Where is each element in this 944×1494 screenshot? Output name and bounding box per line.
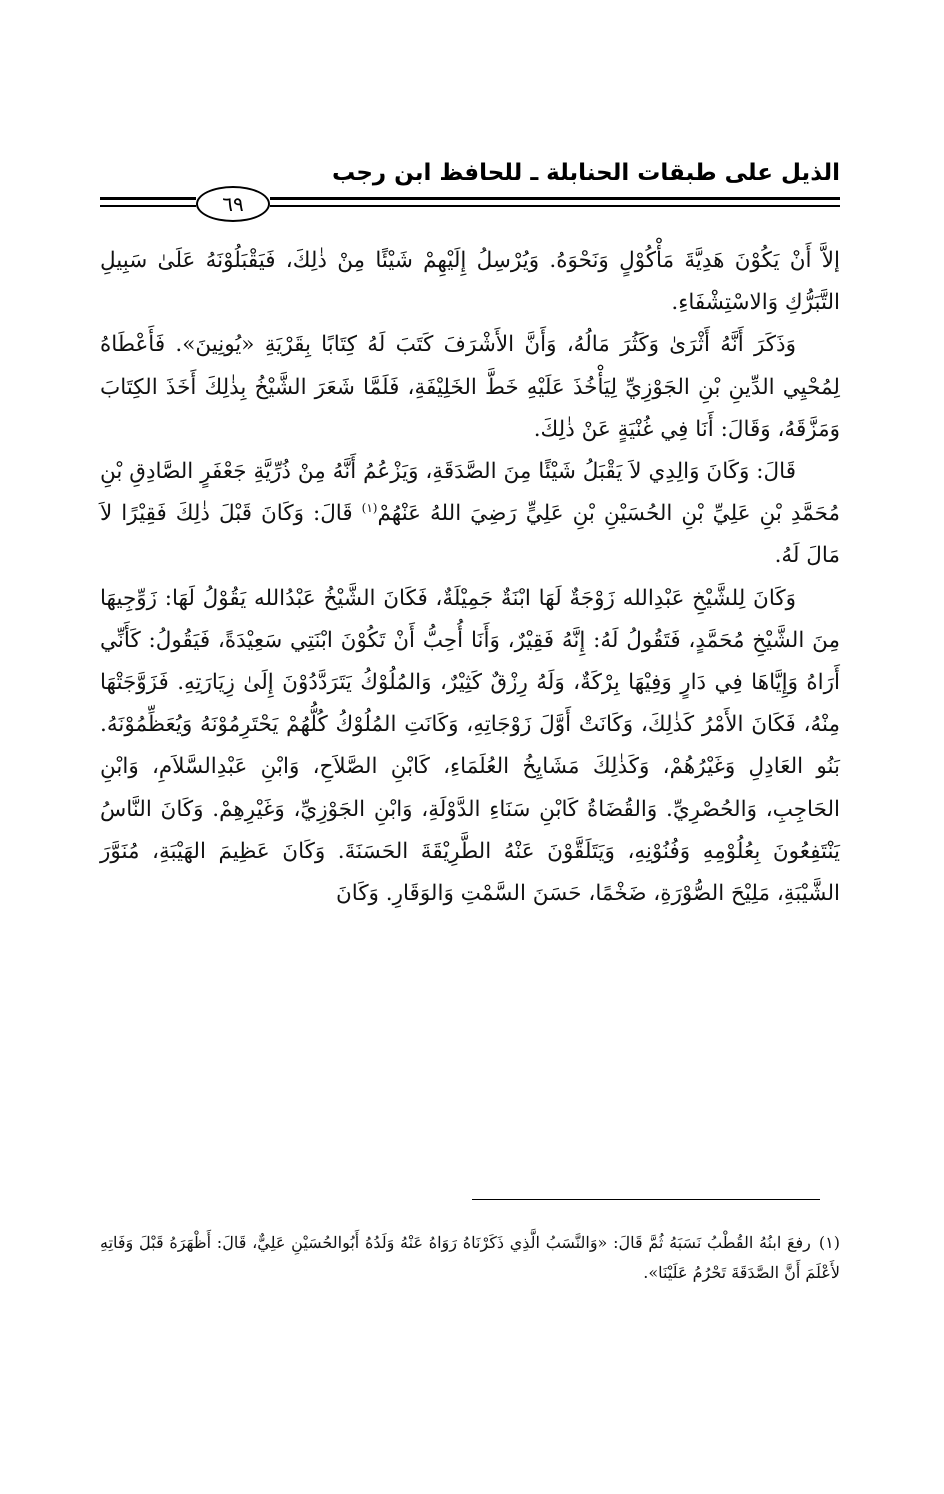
paragraph-text-continued: قَالَ: وَكَانَ قَبْلَ ذٰلِكَ فَقِيْرًا لاَ مَالَ لَهُ. <box>100 501 840 569</box>
footnote <box>100 1228 840 1288</box>
page-number: ٦٩ <box>196 186 270 222</box>
paragraph: وَكَانَ لِلشَّيْخِ عَبْدِالله زَوْجَةٌ لَهَا ابْنَةٌ جَمِيْلَةٌ، فَكَانَ الشَّيْخُ عَبْدُالله يَقُوْلُ لَهَا: زَوِّجِيهَا مِنَ الشَّيْخِ مُحَمَّدٍ، فَتَقُولُ لَهُ: إِنَّهُ فَقِيْرٌ، وَأَنَا أُحِبُّ أَنْ تَكُوْنَ ابْنَتِي سَعِيْدَةً، فَيَقُولُ: كَأَنِّي أَرَاهُ وَإِيَّاهَا فِي دَارٍ وَفِيْهَا بِرْكَةٌ، وَلَهُ رِزْقٌ كَثِيْرٌ، وَالمُلُوْكُ يَتَرَدَّدُوْنَ إِلَىٰ زِيَارَتِهِ. فَزَوَّجَتْهَا مِنْهُ، فَكَانَ الأَمْرُ كَذٰلِكَ، وَكَانَتْ أَوَّلَ زَوْجَاتِهِ، وَكَانَتِ المُلُوْكُ كُلُّهُمْ يَحْتَرِمُوْنَهُ وَيُعَظِّمُوْنَهُ. بَنُو العَادِلِ وَغَيْرُهُمْ، وَكَذٰلِكَ مَشَايِخُ العُلَمَاءِ، كَابْنِ الصَّلاَحِ، وَابْنِ عَبْدِالسَّلاَمِ، وَابْنِ الحَاجِبِ، وَالحُصْرِيِّ. وَالقُضَاةُ كَابْنِ سَنَاءِ الدَّوْلَةِ، وَابْنِ الجَوْزِيِّ، وَغَيْرِهِمْ. وَكَانَ النَّاسُ يَنْتَفِعُونَ بِعُلُوْمِهِ وَفُنُوْنِهِ، وَيَتَلَقَّوْنَ عَنْهُ الطَّرِيْقَةَ الحَسَنَةَ. وَكَانَ عَظِيمَ الهَيْبَةِ، مُنَوَّرَ الشَّيْبَةِ، مَلِيْحَ الصُّوْرَةِ، ضَخْمًا، حَسَنَ السَّمْتِ وَالوَقَارِ. وَكَانَ <box>100 585 840 907</box>
header-rule-left <box>100 190 196 220</box>
footnote-marker: (١) <box>818 1233 840 1252</box>
footnote-separator <box>472 1199 820 1200</box>
paragraph: إلاَّ أَنْ يَكُوْنَ هَدِيَّةَ مَأْكُوْلٍ وَنَحْوَهُ. وَيُرْسِلُ إِلَيْهِمْ شَيْئًا مِنْ ذٰلِكَ، فَيَقْبَلُوْنَهُ عَلَىٰ سَبِيلِ التَّبَرُّكِ وَالاسْتِشْفَاءِ. <box>100 248 840 316</box>
footnote-text: رفعَ ابنُهُ القُطْبُ نَسَبَهُ ثُمَّ قَالَ: «وَالنَّسَبُ الَّذِي ذَكَرْنَاهُ رَوَاهُ عَنْهُ وَلَدُهُ أَبُوالحُسَيْنِ عَلِيٌّ، قَالَ: أَظْهَرَهُ قَبْلَ وَفَاتِهِ لأَعْلَمَ أَنَّ الصَّدَقَةَ تَحْرُمُ عَلَيْنَا». <box>100 1233 840 1282</box>
main-text <box>100 240 840 915</box>
running-title: الذيل على طبقات الحنابلة ـ للحافظ ابن رجب <box>331 160 840 186</box>
paragraph: وَذَكَرَ أَنَّهُ أَثْرَىٰ وَكَثُرَ مَالُهُ، وَأَنَّ الأَشْرَفَ كَتَبَ لَهُ كِتَابًا بِقَرْيَةِ «يُونِينَ». فَأَعْطَاهُ لِمُحْيِي الدِّينِ بْنِ الجَوْزِيِّ لِيَأْخُذَ عَلَيْهِ خَطَّ الخَلِيْفَةِ، فَلَمَّا شَعَرَ الشَّيْخُ بِذٰلِكَ أَخَذَ الكِتَابَ وَمَزَّقَهُ، وَقَالَ: أَنَا فِي غُنْيَةٍ عَنْ ذٰلِكَ. <box>100 332 840 442</box>
paragraph <box>100 451 840 578</box>
footnote-reference[interactable]: (١) <box>361 501 378 516</box>
paragraph-text: قَالَ: وَكَانَ وَالِدِي لاَ يَقْبَلُ شَيْئًا مِنَ الصَّدَقَةِ، وَيَزْعُمُ أَنَّهُ مِنْ ذُرِّيَّةِ جَعْفَرٍ الصَّادِقِ بْنِ مُحَمَّدِ بْنِ عَلِيِّ بْنِ الحُسَيْنِ بْنِ عَلِيٍّ رَضِيَ اللهُ عَنْهُمْ <box>100 459 840 527</box>
header-rule-right <box>270 190 840 220</box>
footnotes <box>100 1228 840 1288</box>
